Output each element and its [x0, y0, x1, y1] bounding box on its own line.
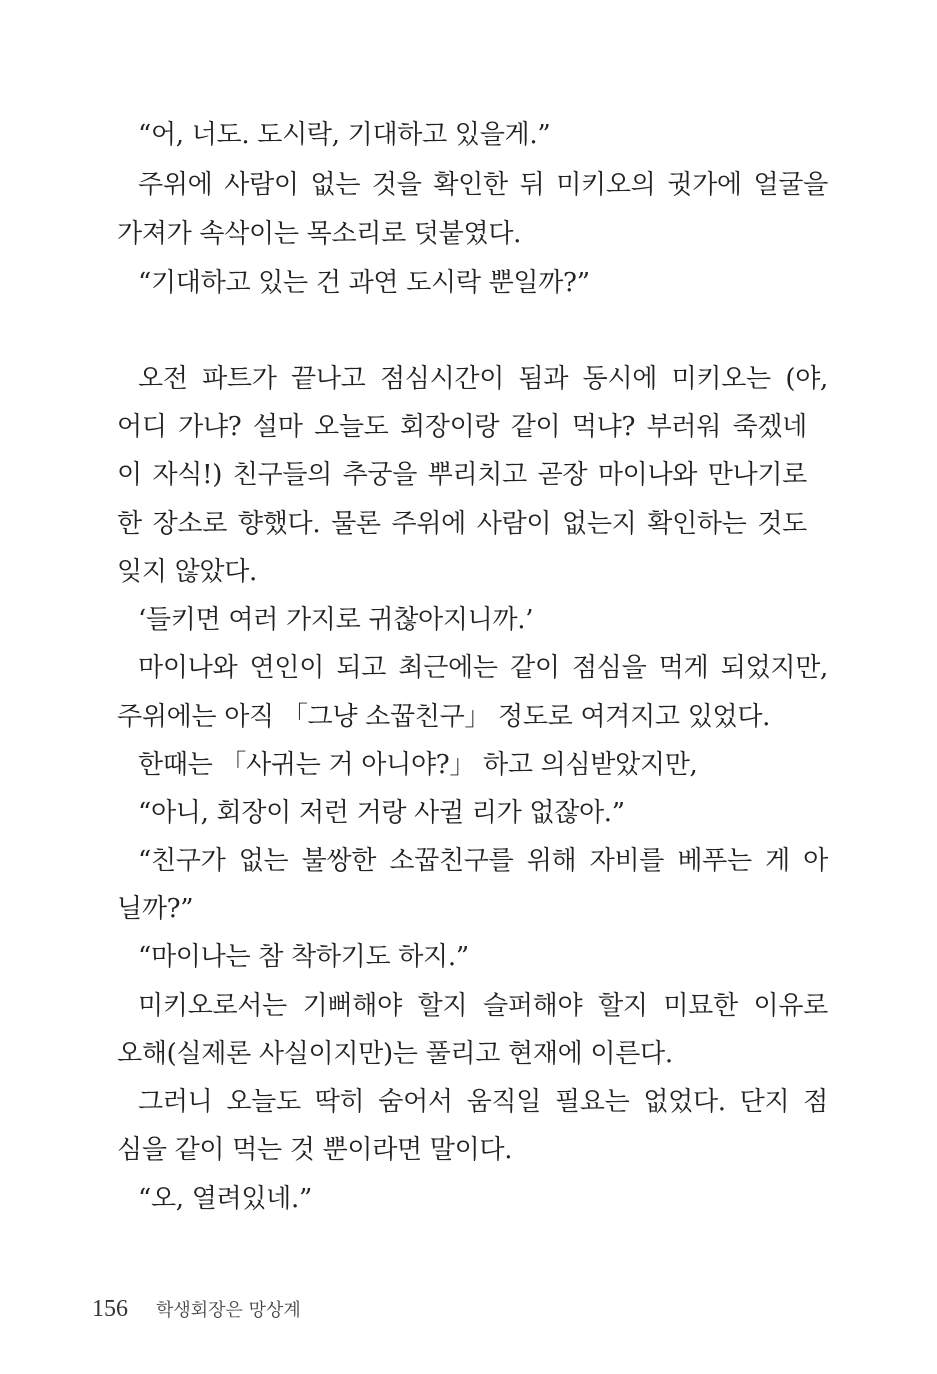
text-line: 주위에 사람이 없는 것을 확인한 뒤 미키오의 귓가에 얼굴을: [138, 170, 828, 200]
text-line: 오전 파트가 끝나고 점심시간이 됨과 동시에 미키오는 (야,: [138, 364, 828, 394]
text-line: 마이나와 연인이 되고 최근에는 같이 점심을 먹게 되었지만,: [138, 653, 828, 683]
text-line: 이 자식!) 친구들의 추궁을 뿌리치고 곧장 마이나와 만나기로: [117, 460, 807, 490]
text-line: 주위에는 아직 「그냥 소꿉친구」 정도로 여겨지고 있었다.: [117, 702, 771, 732]
text-line: 오해(실제론 사실이지만)는 풀리고 현재에 이른다.: [117, 1039, 673, 1069]
page-footer: [92, 1294, 301, 1324]
text-line: 어디 가냐? 설마 오늘도 회장이랑 같이 먹냐? 부러워 죽겠네: [117, 412, 807, 442]
page-number: 156: [92, 1296, 128, 1322]
text-line: “기대하고 있는 건 과연 도시락 뿐일까?”: [138, 268, 590, 298]
text-line: 잊지 않았다.: [117, 557, 258, 587]
text-line: ‘들키면 여러 가지로 귀찮아지니까.’: [138, 605, 534, 635]
text-line: 닐까?”: [117, 894, 194, 924]
text-line: “오, 열려있네.”: [138, 1184, 312, 1214]
running-title: 학생회장은 망상계: [156, 1300, 301, 1321]
text-line: 그러니 오늘도 딱히 숨어서 움직일 필요는 없었다. 단지 점: [138, 1087, 828, 1117]
text-line: “친구가 없는 불쌍한 소꿉친구를 위해 자비를 베푸는 게 아: [138, 846, 828, 876]
text-line: “아니, 회장이 저런 거랑 사귈 리가 없잖아.”: [138, 798, 625, 828]
text-line: 가져가 속삭이는 목소리로 덧붙였다.: [117, 219, 522, 249]
text-line: “어, 너도. 도시락, 기대하고 있을게.”: [138, 120, 551, 150]
text-line: 한때는 「사귀는 거 아니야?」 하고 의심받았지만,: [138, 750, 698, 780]
text-line: 미키오로서는 기뻐해야 할지 슬퍼해야 할지 미묘한 이유로: [138, 991, 828, 1021]
text-line: 심을 같이 먹는 것 뿐이라면 말이다.: [117, 1135, 513, 1165]
text-line: 한 장소로 향했다. 물론 주위에 사람이 없는지 확인하는 것도: [117, 509, 807, 539]
text-line: “마이나는 참 착하기도 하지.”: [138, 942, 469, 972]
